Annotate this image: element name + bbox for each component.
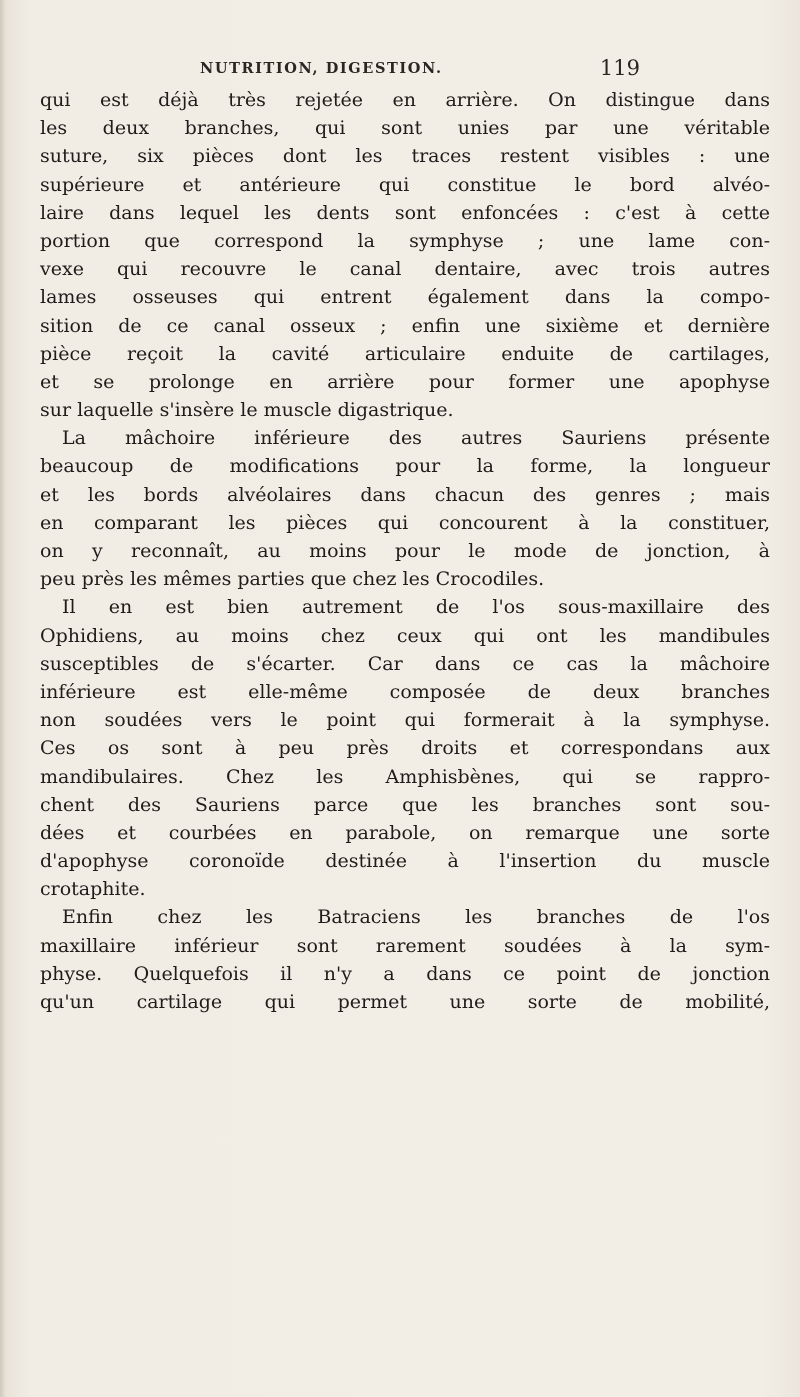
- text-line: La mâchoire inférieure des autres Sauriens présente: [62, 427, 770, 450]
- text-line: Enfin chez les Batraciens les branches de l'os: [62, 906, 770, 929]
- body-text: [40, 86, 770, 1016]
- text-line: les deux branches, qui sont unies par une véritable: [40, 117, 770, 140]
- text-line: d'apophyse coronoïde destinée à l'insertion du muscle: [40, 850, 770, 873]
- text-line: suture, six pièces dont les traces restent visibles : une: [40, 145, 770, 168]
- text-line: dées et courbées en parabole, on remarque une sorte: [40, 821, 770, 844]
- text-line: sition de ce canal osseux ; enfin une sixième et dernière: [40, 314, 770, 337]
- text-line: Ophidiens, au moins chez ceux qui ont les mandibules: [40, 624, 770, 647]
- text-line: on y reconnaît, au moins pour le mode de jonction, à: [40, 540, 770, 562]
- text-line: Il en est bien autrement de l'os sous-maxillaire des: [62, 596, 770, 619]
- text-line: beaucoup de modifications pour la forme, la longueur: [40, 455, 770, 478]
- page-number: 119: [599, 56, 640, 80]
- running-head: NUTRITION, DIGESTION.: [200, 60, 443, 77]
- text-line: peu près les mêmes parties que chez les Crocodiles.: [40, 568, 545, 591]
- text-line: maxillaire inférieur sont rarement soudées à la sym-: [40, 934, 770, 957]
- page-edge-shadow: [0, 0, 6, 1397]
- text-line: sur laquelle s'insère le muscle digastrique.: [40, 399, 454, 422]
- text-line: Ces os sont à peu près droits et correspondans aux: [40, 737, 770, 760]
- text-line: chent des Sauriens parce que les branches sont sou-: [40, 793, 770, 816]
- text-line: non soudées vers le point qui formerait à la symphyse.: [40, 709, 770, 732]
- text-line: supérieure et antérieure qui constitue le bord alvéo-: [40, 173, 770, 196]
- text-line: qu'un cartilage qui permet une sorte de mobilité,: [40, 991, 770, 1013]
- text-line: qui est déjà très rejetée en arrière. On distingue dans: [40, 89, 770, 111]
- text-line: physe. Quelquefois il n'y a dans ce point de jonction: [40, 962, 770, 985]
- text-line: pièce reçoit la cavité articulaire enduite de cartilages,: [40, 342, 770, 365]
- text-line: vexe qui recouvre le canal dentaire, avec trois autres: [40, 258, 770, 281]
- text-line: lames osseuses qui entrent également dans la compo-: [40, 286, 770, 309]
- text-line: mandibulaires. Chez les Amphisbènes, qui se rappro-: [40, 765, 770, 788]
- text-line: inférieure est elle-même composée de deux branches: [40, 680, 770, 703]
- text-line: en comparant les pièces qui concourent à la constituer,: [40, 511, 770, 534]
- text-line: et les bords alvéolaires dans chacun des genres ; mais: [40, 483, 770, 506]
- text-line: laire dans lequel les dents sont enfoncées : c'est à cette: [40, 201, 770, 224]
- text-line: susceptibles de s'écarter. Car dans ce cas la mâchoire: [40, 652, 770, 675]
- text-line: portion que correspond la symphyse ; une lame con-: [40, 229, 770, 252]
- text-line: et se prolonge en arrière pour former une apophyse: [40, 370, 770, 393]
- text-line: crotaphite.: [40, 878, 146, 901]
